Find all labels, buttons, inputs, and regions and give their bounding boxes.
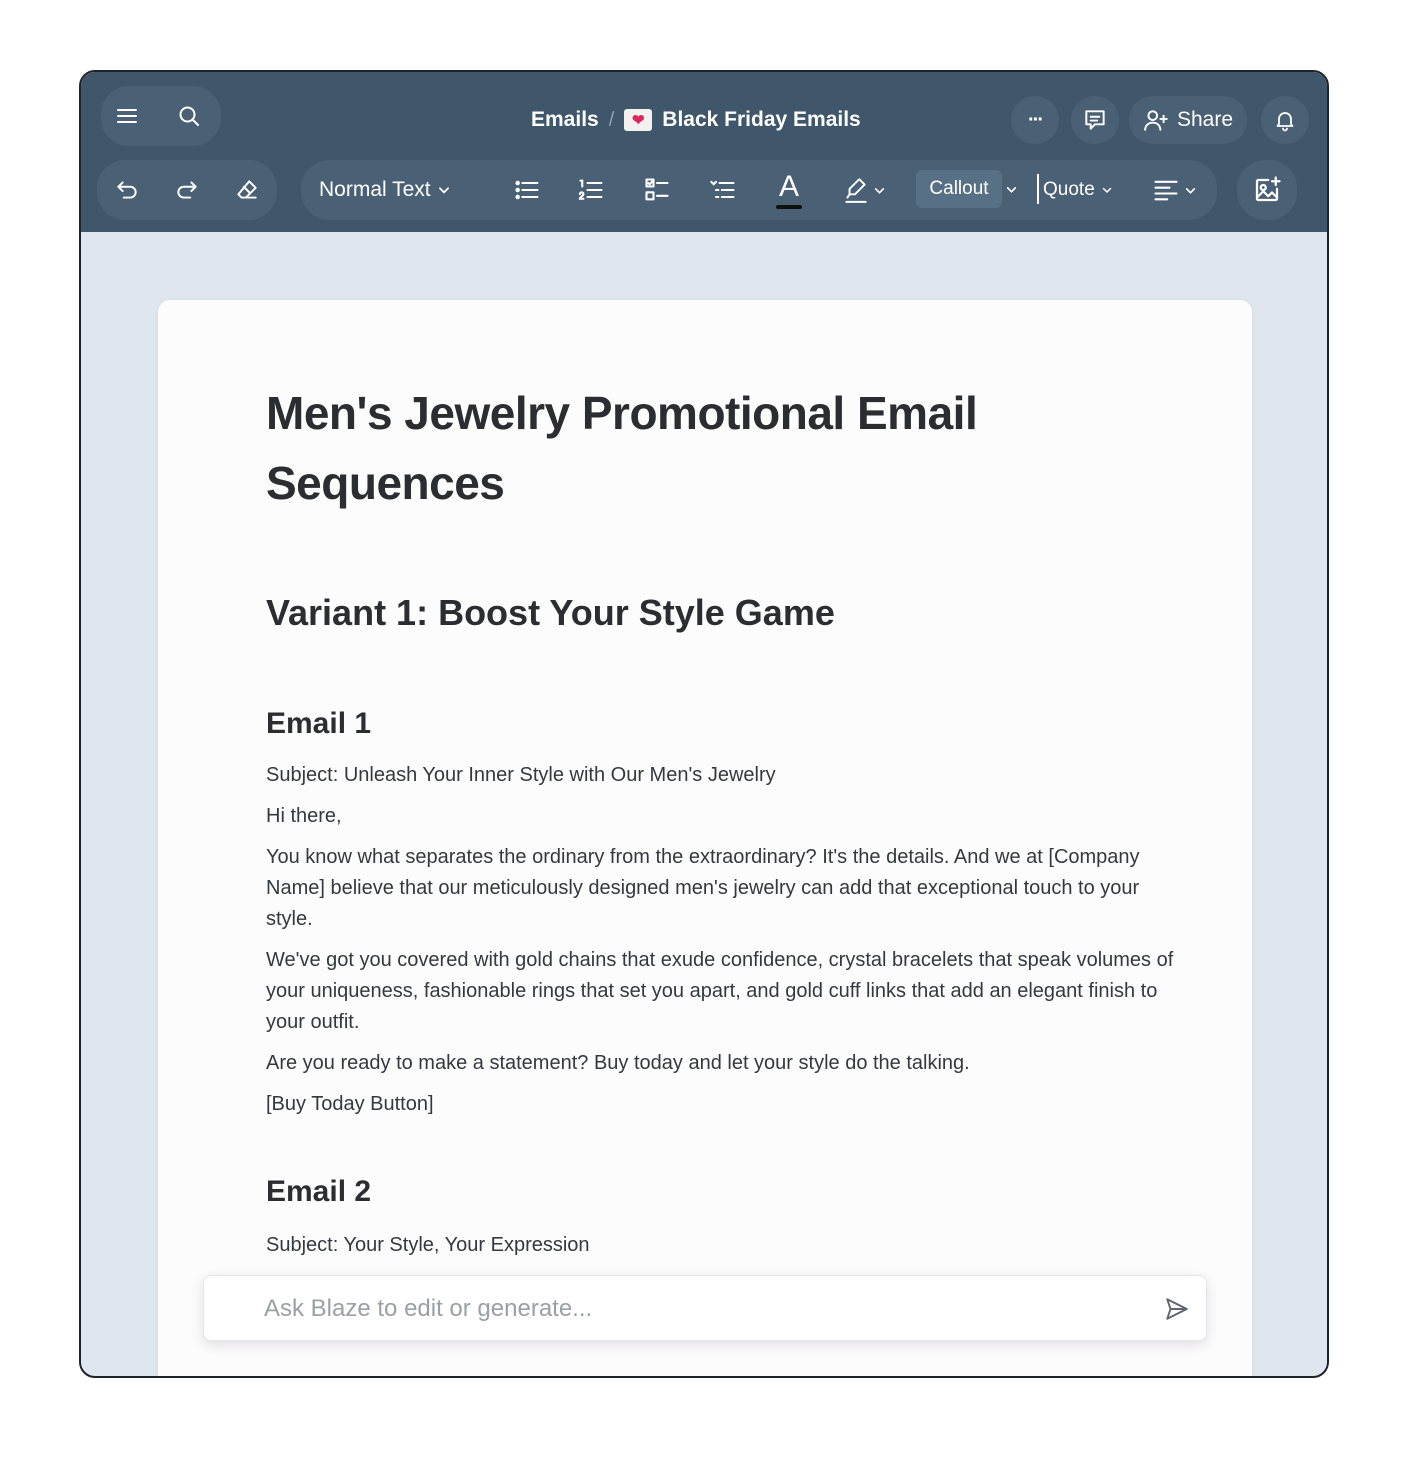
document-page: [158, 300, 1252, 1378]
add-user-icon: [1143, 107, 1169, 133]
chevron-down-icon: [1184, 184, 1197, 197]
ask-ai-bar: [203, 1275, 1207, 1341]
text-style-dropdown[interactable]: [319, 170, 451, 210]
quote-label: Quote: [1043, 179, 1095, 200]
heart-card-icon: ❤: [624, 109, 652, 131]
chevron-down-icon: [873, 184, 886, 197]
share-label: Share: [1176, 108, 1234, 131]
align-dropdown[interactable]: [1147, 168, 1201, 212]
comment-icon[interactable]: [1071, 96, 1119, 144]
chevron-down-icon: [437, 183, 451, 197]
email-1-button-placeholder[interactable]: [Buy Today Button]: [266, 1093, 434, 1115]
quote-dropdown[interactable]: [1043, 170, 1113, 210]
numbered-list-icon[interactable]: [569, 168, 613, 212]
eraser-icon[interactable]: [225, 168, 269, 212]
email-1-greeting[interactable]: Hi there,: [266, 805, 342, 827]
document-content: [266, 378, 1186, 1261]
text-color-swatch: [776, 205, 802, 209]
bullet-list-icon[interactable]: [505, 168, 549, 212]
checklist-icon[interactable]: [635, 168, 679, 212]
top-toolbar: [81, 72, 1327, 232]
add-image-icon[interactable]: [1245, 168, 1289, 212]
align-left-icon: [1152, 176, 1180, 204]
bell-icon[interactable]: [1261, 96, 1309, 144]
search-icon[interactable]: [167, 94, 211, 138]
email-1-paragraph[interactable]: We've got you covered with gold chains that exude confidence, crystal bracelets that speak volumes of your uniqueness, fashionable rings that set you apart, and gold cuff links that add an elegant finish to your outfit.: [266, 949, 1174, 1033]
redo-icon[interactable]: [165, 168, 209, 212]
text-style-label: Normal Text: [319, 178, 431, 201]
variant-heading[interactable]: Variant 1: Boost Your Style Game: [266, 592, 835, 633]
ask-ai-input[interactable]: [264, 1288, 1124, 1330]
breadcrumb-parent[interactable]: Emails: [531, 108, 599, 131]
breadcrumb-separator: /: [608, 108, 615, 131]
menu-icon[interactable]: [105, 94, 149, 138]
email-1-paragraph[interactable]: You know what separates the ordinary from the extraordinary? It's the details. And we at [Company Name] believe that our meticulously designed men's jewelry can add that exceptional touch to your style.: [266, 846, 1140, 930]
chevron-down-icon: [1101, 184, 1113, 196]
highlighter-icon: [843, 176, 869, 204]
email-2-heading[interactable]: Email 2: [266, 1175, 372, 1208]
outline-list-icon[interactable]: [701, 168, 745, 212]
share-button[interactable]: [1129, 96, 1247, 144]
toolbar-divider: [1037, 174, 1039, 204]
text-color-button[interactable]: [767, 166, 811, 214]
send-icon[interactable]: [1164, 1296, 1190, 1322]
highlight-dropdown[interactable]: [837, 168, 891, 212]
callout-button[interactable]: Callout: [916, 170, 1002, 208]
email-1-heading[interactable]: Email 1: [266, 707, 372, 740]
email-2-subject[interactable]: Subject: Your Style, Your Expression: [266, 1234, 590, 1256]
more-options-button[interactable]: ···: [1028, 108, 1042, 131]
document-title[interactable]: Men's Jewelry Promotional Email Sequences: [266, 387, 978, 509]
breadcrumb-current[interactable]: Black Friday Emails: [662, 108, 861, 131]
app-window: [79, 70, 1329, 1378]
email-1-subject[interactable]: Subject: Unleash Your Inner Style with Our Men's Jewelry: [266, 764, 776, 786]
breadcrumb: [531, 102, 861, 138]
undo-icon[interactable]: [105, 168, 149, 212]
chevron-down-icon[interactable]: [1001, 178, 1021, 200]
email-1-paragraph[interactable]: Are you ready to make a statement? Buy today and let your style do the talking.: [266, 1052, 970, 1074]
text-color-glyph: A: [778, 169, 799, 203]
